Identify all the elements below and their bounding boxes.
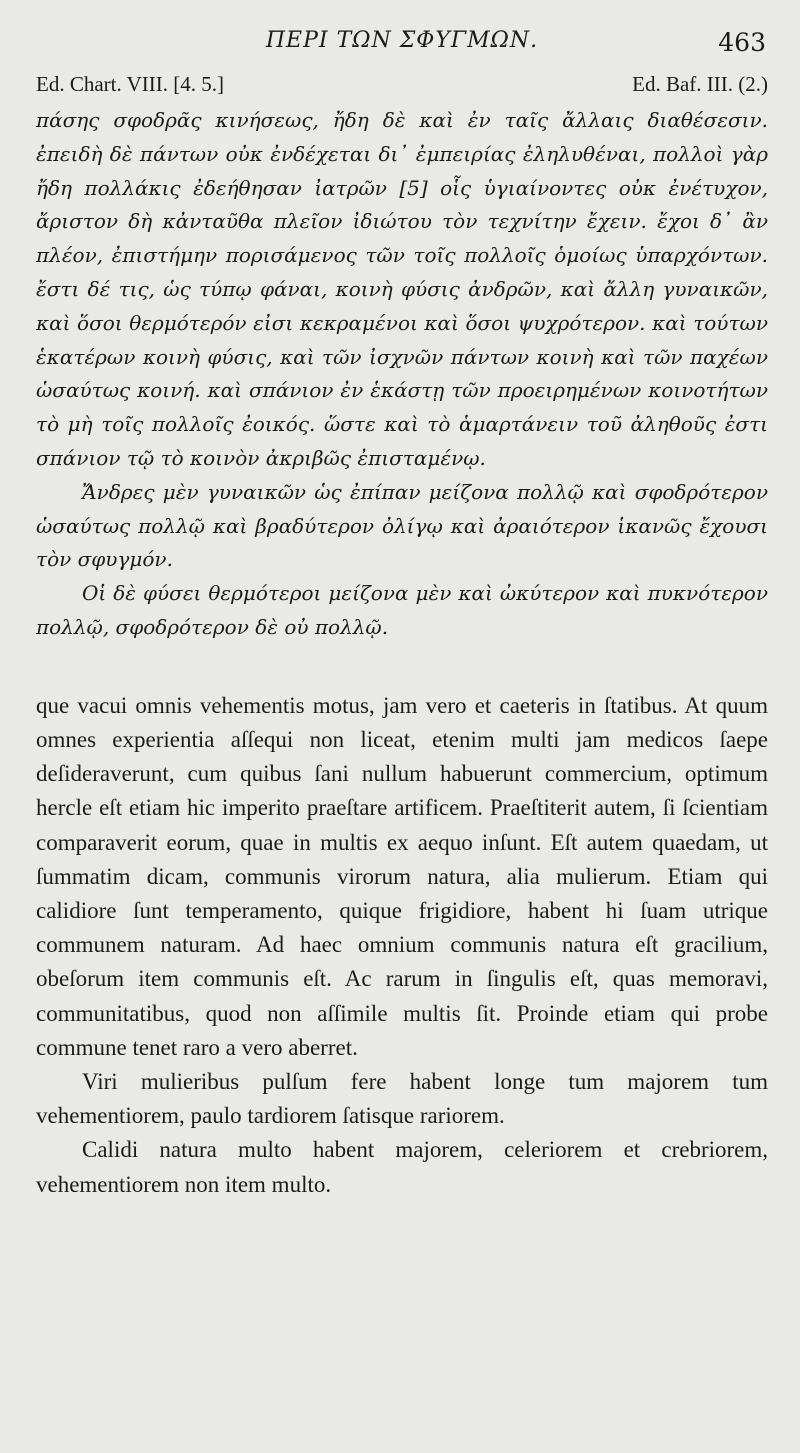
running-title: ΠΕΡΙ ΤΩΝ ΣΦΥΓΜΩΝ. [265,28,539,53]
latin-paragraph-2: Viri mulieribus pulſum fere habent longe tum majorem tum vehementiorem, paulo tardiorem ſatisque rariorem. [36,1068,768,1129]
greek-paragraph-1: πάσης σφοδρᾶς κινήσεως, ἤδη δὲ καὶ ἐν ταῖς ἄλλαις διαθέσεσιν. ἐπειδὴ δὲ πάντων οὐκ ἐνδέχεται δι᾽ ἐμπειρίας ἐληλυθέναι, πολλοὶ γὰρ ἤδη πολλάκις ἐδεήθησαν ἰατρῶν [5] οἷς ὑγιαίνοντες οὐκ ἐνέτυχον, ἄριστον δὴ κἀνταῦθα πλεῖον ἰδιώτου τὸν τεχνίτην ἔχειν. ἔχοι δ᾽ ἂν πλέον, ἐπιστήμην πορισάμενος τῶν τοῖς πολλοῖς ὁμοίως ὑπαρχόντων. ἔστι δέ τις, ὡς τύπῳ φάναι, κοινὴ φύσις ἀνδρῶν, καὶ ἄλλη γυναικῶν, καὶ ὅσοι θερμότερόν εἰσι κεκραμένοι καὶ ὅσοι ψυχρότερον. καὶ τούτων ἑκατέρων κοινὴ φύσις, καὶ τῶν ἰσχνῶν πάντων κοινὴ καὶ τῶν παχέων ὡσαύτως κοινή. καὶ σπάνιον ἐν ἑκάστῃ τῶν προειρημένων κοινοτήτων τὸ μὴ τοῖς πολλοῖς ἐοικός. ὥστε καὶ τὸ ἁμαρτάνειν τοῦ ἀληθοῦς ἐστι σπάνιον τῷ τὸ κοινὸν ἀκριβῶς ἐπισταμένῳ. [36,108,768,470]
edition-reference-left: Ed. Chart. VIII. [4. 5.] [36,72,224,96]
greek-paragraph-2: Ἄνδρες μὲν γυναικῶν ὡς ἐπίπαν μείζονα πολλῷ καὶ σφοδρότερον ὡσαύτως πολλῷ καὶ βραδύτερον ὀλίγῳ καὶ ἀραιότερον ἱκανῶς ἔχουσι τὸν σφυγμόν. [36,479,768,572]
edition-reference-right: Ed. Baf. III. (2.) [632,72,768,96]
greek-paragraph-3: Οἱ δὲ φύσει θερμότεροι μείζονα μὲν καὶ ὠκύτερον καὶ πυκνότερον πολλῷ, σφοδρότερον δὲ οὐ πολλῷ. [36,581,768,639]
latin-paragraph-3: Calidi natura multo habent majorem, celeriorem et crebriorem, vehementiorem non item multo. [36,1137,768,1197]
latin-text-block [36,689,768,1202]
edition-line [36,72,768,102]
latin-paragraph-1: que vacui omnis vehementis motus, jam vero et caeteris in ſtatibus. At quum omnes experientia aſſequi non liceat, etenim multi jam medicos ſaepe deſideraverunt, cum quibus ſani nullum habuerunt commercium, optimum hercle eſt etiam hic imperito praeſtare artificem. Praeſtiterit autem, ſi ſcientiam comparaverit eorum, quae in multis ex aequo inſunt. Eſt autem quaedam, ut ſummatim dicam, communis virorum natura, alia mulierum. Etiam qui calidiore ſunt temperamento, quique frigidiore, habent hi ſuam utrique communem naturam. Ad haec omnium communis natura eſt gracilium, obeſorum item communis eſt. Ac rarum in ſingulis eſt, quas memoravi, communitatibus, quod non aſſimile multis ſit. Proinde etiam qui probe commune tenet raro a vero aberret. [36,692,768,1060]
page-number: 463 [718,28,766,57]
running-head [36,0,768,74]
greek-text-block [36,104,768,645]
